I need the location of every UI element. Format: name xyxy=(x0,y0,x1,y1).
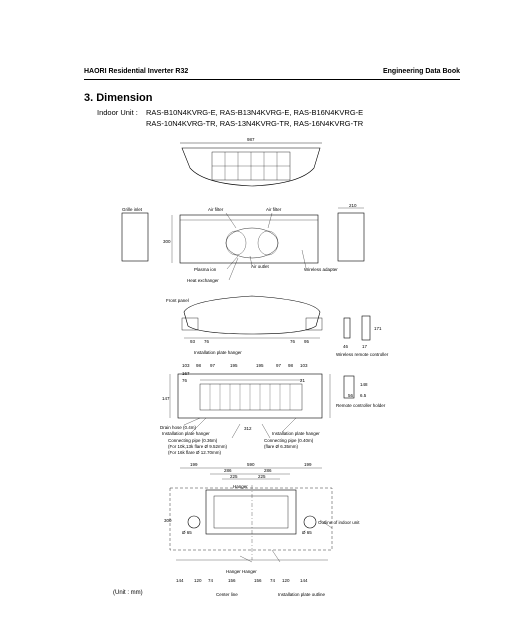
dim-plate-144a: 144 xyxy=(176,578,184,583)
label-installation-hanger-right: Installation plate hanger xyxy=(272,431,320,436)
header-left-title: HAORI Residential Inverter R32 xyxy=(84,68,189,75)
dim-front-76b: 76 xyxy=(290,339,296,344)
label-remote-holder: Remote controller holder xyxy=(336,403,386,408)
dim-depth-210: 210 xyxy=(349,203,357,208)
dim-rear-103a: 103 xyxy=(182,363,190,368)
rear-view xyxy=(170,374,354,438)
dim-plate-74a: 74 xyxy=(208,578,214,583)
label-hanger: Hanger xyxy=(233,484,248,489)
label-drain-hose: Drain hose (0.4m) xyxy=(160,425,197,430)
label-wireless-remote: Wireless remote controller xyxy=(336,352,389,357)
unit-note: (Unit : mm) xyxy=(113,590,143,596)
label-connecting-pipe-left: Connecting pipe (0.36m) xyxy=(168,438,218,443)
dim-plate-hole-left: Ø 65 xyxy=(182,530,192,535)
dim-front-76a: 76 xyxy=(204,339,210,344)
dim-plate-286a: 286 xyxy=(224,468,232,473)
indoor-unit-label: Indoor Unit : xyxy=(97,108,138,117)
label-wireless-adapter: Wireless adapter xyxy=(304,267,338,272)
dim-rear-167: 167 xyxy=(182,371,190,376)
dim-plate-225b: 225 xyxy=(258,474,266,479)
dim-plate-199b: 199 xyxy=(304,462,312,467)
installation-plate xyxy=(170,468,332,562)
dim-plate-120b: 120 xyxy=(282,578,290,583)
dim-plate-hole-right: Ø 65 xyxy=(302,530,312,535)
dim-plate-590: 590 xyxy=(247,462,255,467)
dim-plate-286b: 286 xyxy=(264,468,272,473)
model-list-line-1: RAS-B10N4KVRG-E, RAS-B13N4KVRG-E, RAS-B16N4KVRG-E xyxy=(146,108,364,117)
label-front-panel: Front panel xyxy=(166,298,189,303)
dim-rear-76: 76 xyxy=(182,378,188,383)
dim-rear-103b: 103 xyxy=(300,363,308,368)
dim-rear-195a: 195 xyxy=(230,363,238,368)
dim-rear-195b: 195 xyxy=(256,363,264,368)
dim-remote-17: 17 xyxy=(362,344,368,349)
dim-rear-98a: 98 xyxy=(196,363,202,368)
dim-remote-6-5: 6.5 xyxy=(360,393,367,398)
front-panel-view xyxy=(182,296,370,340)
dim-plate-225a: 225 xyxy=(230,474,238,479)
label-heat-exchanger: Heat exchanger xyxy=(187,278,219,283)
label-hanger-bottom: Hanger Hanger xyxy=(226,569,257,574)
label-air-outlet: Air outlet xyxy=(251,264,269,269)
label-center-line: Center line xyxy=(216,592,238,597)
label-air-filter-1: Air filter xyxy=(208,207,224,212)
dim-front-95: 95 xyxy=(304,339,310,344)
dim-width-987: 987 xyxy=(247,137,255,142)
dim-plate-156a: 156 xyxy=(228,578,236,583)
dim-rear-312: 312 xyxy=(244,426,252,431)
dim-rear-147: 147 xyxy=(162,396,170,401)
dim-rear-98b: 98 xyxy=(288,363,294,368)
model-list-line-2: RAS-10N4KVRG-TR, RAS-13N4KVRG-TR, RAS-16N4KVRG-TR xyxy=(146,119,364,128)
label-installation-hanger-top: Installation plate hanger xyxy=(194,350,242,355)
dim-plate-120a: 120 xyxy=(194,578,202,583)
dim-remote-56: 56 xyxy=(348,393,354,398)
dim-plate-74b: 74 xyxy=(270,578,276,583)
dim-rear-97b: 97 xyxy=(276,363,282,368)
dim-plate-156b: 156 xyxy=(254,578,262,583)
dim-remote-171: 171 xyxy=(374,326,382,331)
dim-remote-148: 148 xyxy=(360,382,368,387)
header-right-title: Engineering Data Book xyxy=(382,68,460,75)
label-flare-635: (flare Ø 6.35mm) xyxy=(264,444,299,449)
dim-plate-144b: 144 xyxy=(300,578,308,583)
label-outline-indoor: Outline of indoor unit xyxy=(318,520,360,525)
dim-remote-46: 46 xyxy=(343,344,349,349)
label-installation-hanger-left: Installation plate hanger xyxy=(162,431,210,436)
dim-plate-199a: 199 xyxy=(190,462,198,467)
top-view xyxy=(180,143,322,186)
label-installation-outline: Installation plate outline xyxy=(278,592,326,597)
dim-rear-97a: 97 xyxy=(210,363,216,368)
dim-height-300: 300 xyxy=(163,239,171,244)
label-grille-inlet: Grille inlet xyxy=(122,207,143,212)
dim-plate-300: 300 xyxy=(164,518,172,523)
label-air-filter-2: Air filter xyxy=(266,207,282,212)
label-flare-16k: (For 16k flare Ø 12.70mm) xyxy=(168,450,222,455)
label-flare-10k: (For 10k,13k flare Ø 9.52mm) xyxy=(168,444,228,449)
label-plasma-ion: Plasma ion xyxy=(194,267,217,272)
dim-rear-21: 21 xyxy=(300,378,306,383)
label-connecting-pipe-right: Connecting pipe (0.40m) xyxy=(264,438,314,443)
dim-front-93: 93 xyxy=(190,339,196,344)
section-title: 3. Dimension xyxy=(84,92,153,104)
